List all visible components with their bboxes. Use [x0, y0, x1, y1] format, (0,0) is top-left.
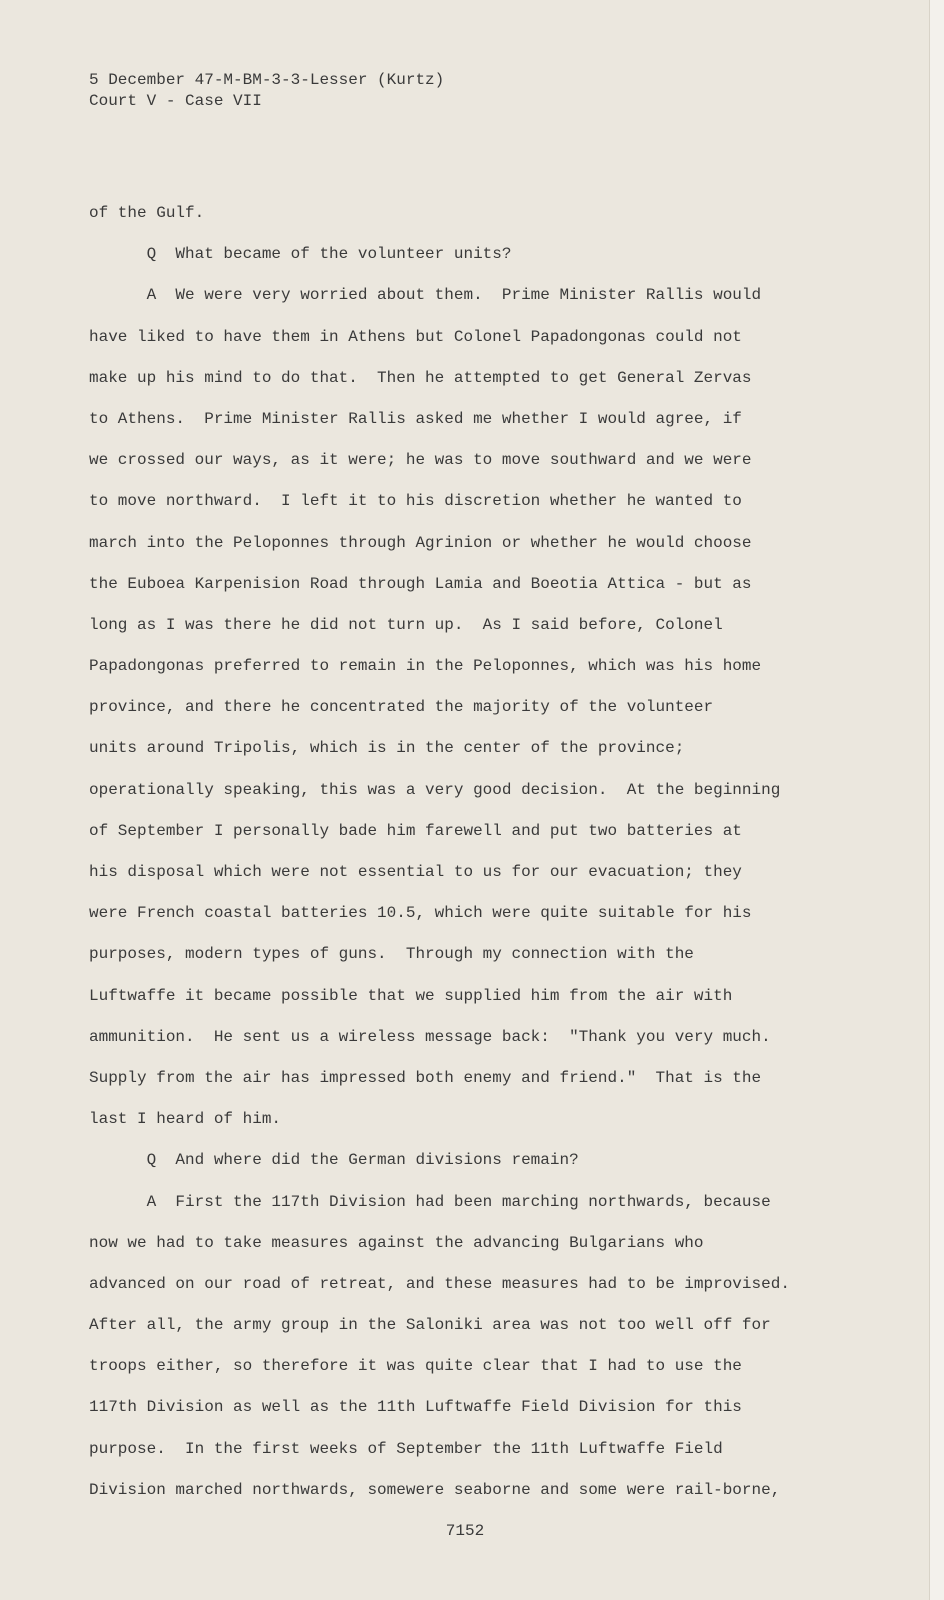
text-line: advanced on our road of retreat, and these measures had to be improvised. — [89, 1274, 790, 1293]
text-line: units around Tripolis, which is in the center of the province; — [89, 739, 685, 758]
text-line: of the Gulf. — [89, 204, 205, 222]
text-line: now we had to take measures against the advancing Bulgarians who — [89, 1233, 704, 1252]
text-line: march into the Peloponnes through Agrinion or whether he would choose — [89, 533, 752, 552]
text-line: we crossed our ways, as it were; he was to move southward and we were — [89, 451, 752, 470]
text-line: were French coastal batteries 10.5, which were quite suitable for his — [89, 904, 752, 923]
text-line: After all, the army group in the Saloniki area was not too well off for — [89, 1316, 771, 1335]
text-line: purpose. In the first weeks of September the 11th Luftwaffe Field — [89, 1439, 723, 1458]
text-line: operationally speaking, this was a very good decision. At the beginning — [89, 780, 781, 799]
text-line: the Euboea Karpenision Road through Lamia and Boeotia Attica - but as — [89, 574, 752, 593]
text-line: to move northward. I left it to his discretion whether he wanted to — [89, 492, 742, 511]
text-line: to Athens. Prime Minister Rallis asked me whether I would agree, if — [89, 409, 742, 428]
text-line: 117th Division as well as the 11th Luftwaffe Field Division for this — [89, 1398, 742, 1417]
text-line: Q What became of the volunteer units? — [89, 245, 512, 264]
text-line: his disposal which were not essential to us for our evacuation; they — [89, 863, 742, 881]
page-edge — [929, 0, 944, 1600]
text-line: purposes, modern types of guns. Through my connection with the — [89, 945, 694, 964]
page-number: 7152 — [445, 1522, 485, 1540]
document-header — [89, 70, 444, 112]
text-line: troops either, so therefore it was quite clear that I had to use the — [89, 1357, 742, 1376]
transcript-body — [89, 193, 829, 1511]
text-line: long as I was there he did not turn up. As I said before, Colonel — [89, 615, 723, 634]
header-line-date: 5 December 47-M-BM-3-3-Lesser (Kurtz) — [89, 71, 445, 89]
text-line: ammunition. He sent us a wireless message back: "Thank you very much. — [89, 1027, 771, 1046]
text-line: Division marched northwards, somewere seaborne and some were rail-borne, — [89, 1480, 781, 1499]
text-line: A We were very worried about them. Prime Minister Rallis would — [89, 286, 762, 305]
text-line: Luftwaffe it became possible that we supplied him from the air with — [89, 986, 733, 1005]
text-line: of September I personally bade him farewell and put two batteries at — [89, 821, 742, 840]
text-line: A First the 117th Division had been marching northwards, because — [89, 1192, 771, 1211]
text-line: Q And where did the German divisions remain? — [89, 1151, 579, 1170]
text-line: Supply from the air has impressed both enemy and friend." That is the — [89, 1068, 762, 1087]
text-line: province, and there he concentrated the majority of the volunteer — [89, 698, 714, 717]
text-line: last I heard of him. — [89, 1110, 282, 1129]
header-line-court: Court V - Case VII — [89, 92, 262, 110]
text-line: have liked to have them in Athens but Colonel Papadongonas could not — [89, 327, 742, 346]
text-line: make up his mind to do that. Then he attempted to get General Zervas — [89, 368, 752, 387]
text-line: Papadongonas preferred to remain in the Peloponnes, which was his home — [89, 657, 762, 676]
